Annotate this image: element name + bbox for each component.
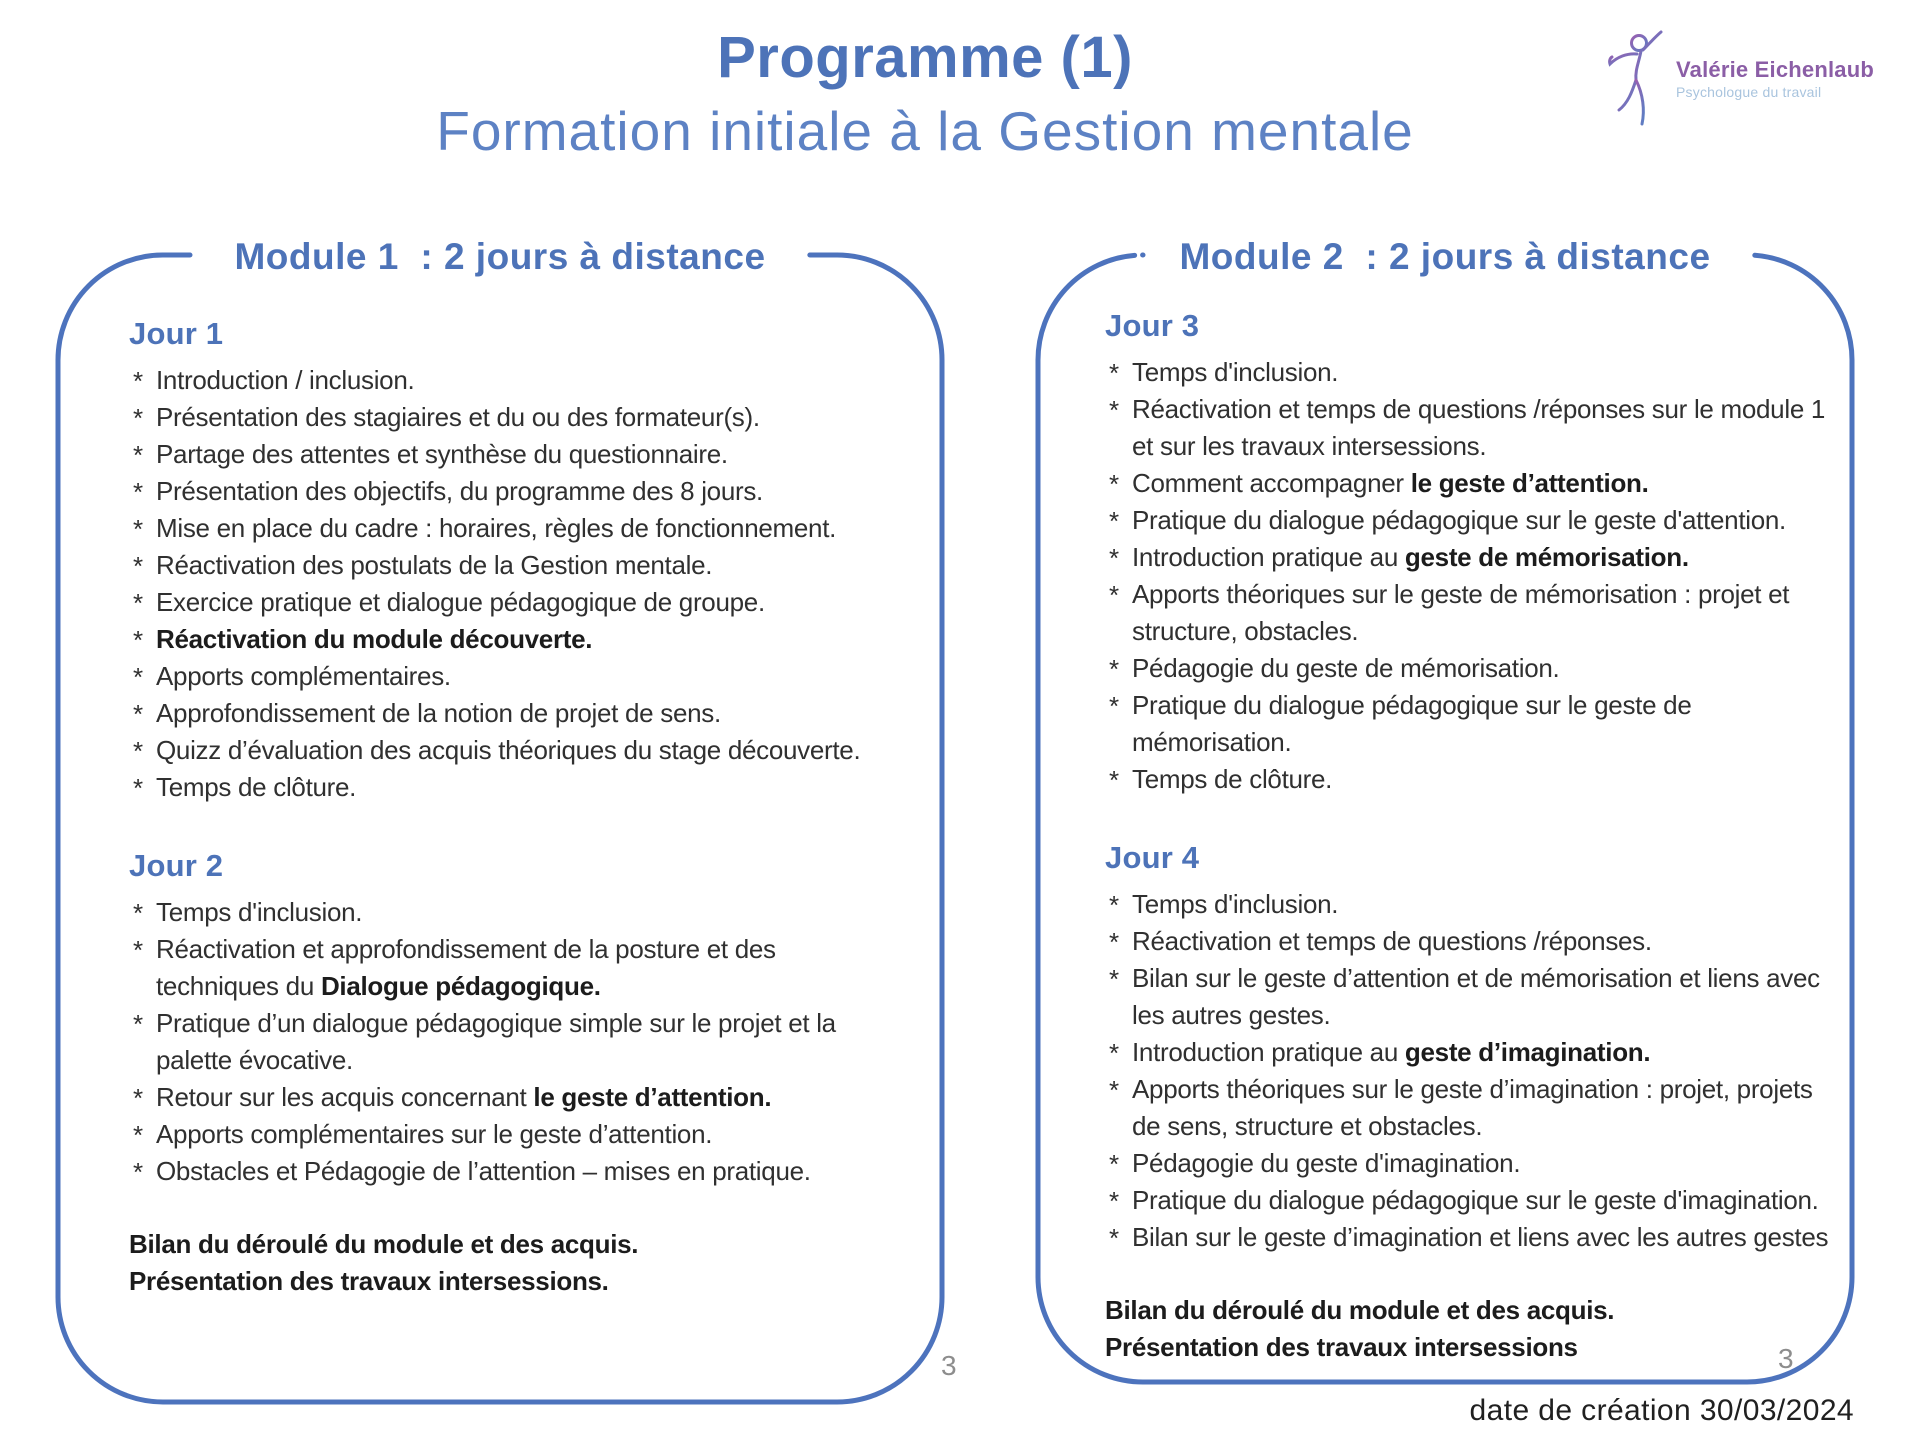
- module-2-panel: [1035, 236, 1855, 1385]
- list-item: [1105, 576, 1847, 650]
- list-item: [1105, 886, 1847, 923]
- list-item: [1105, 465, 1847, 502]
- day-item-list: [1105, 354, 1847, 798]
- list-item: [1105, 391, 1847, 465]
- list-item: [129, 931, 901, 1005]
- list-item: [129, 769, 901, 806]
- module-closing: [1105, 1292, 1847, 1366]
- creation-date: date de création 30/03/2024: [1469, 1394, 1854, 1427]
- text: Mise en place du cadre : horaires, règles de fonctionnement.: [156, 513, 837, 543]
- text: Temps de clôture.: [156, 772, 357, 802]
- list-item: [129, 547, 901, 584]
- list-item: [129, 436, 901, 473]
- list-item: [129, 584, 901, 621]
- text: Réactivation et approfondissement de la posture et des techniques du: [156, 934, 776, 1001]
- list-item: [1105, 1034, 1847, 1071]
- page-number: 3: [1778, 1343, 1794, 1374]
- module-1-title: Module 1 : 2 jours à distance: [234, 236, 766, 277]
- day-item-list: [129, 894, 901, 1190]
- text: Pratique du dialogue pédagogique sur le geste de mémorisation.: [1132, 690, 1692, 757]
- module-1-panel: [55, 236, 945, 1405]
- bold-text: geste d’imagination.: [1404, 1037, 1651, 1067]
- module-1-body: [55, 252, 945, 1405]
- logo-figure-icon: [1608, 30, 1672, 131]
- list-item: [129, 399, 901, 436]
- list-item: [129, 1005, 901, 1079]
- day-heading: Jour 2: [129, 848, 224, 883]
- day-item-list: [1105, 886, 1847, 1256]
- list-item: [129, 1116, 901, 1153]
- text: Bilan sur le geste d’imagination et liens avec les autres gestes: [1132, 1222, 1829, 1252]
- closing-line: Présentation des travaux intersessions: [1105, 1332, 1578, 1362]
- list-item: [1105, 354, 1847, 391]
- text: Partage des attentes et synthèse du questionnaire.: [156, 439, 728, 469]
- logo-text: [1676, 58, 1874, 100]
- bold-text: geste de mémorisation.: [1404, 542, 1689, 572]
- day-item-list: [129, 362, 901, 806]
- closing-line: Présentation des travaux intersessions.: [129, 1266, 609, 1296]
- logo-name: Valérie Eichenlaub: [1676, 57, 1875, 82]
- text: Temps de clôture.: [1132, 764, 1333, 794]
- text: Présentation des objectifs, du programme des 8 jours.: [156, 476, 763, 506]
- text: Pratique d’un dialogue pédagogique simple sur le projet et la palette évocative.: [156, 1008, 836, 1075]
- text: Quizz d’évaluation des acquis théoriques du stage découverte.: [156, 735, 861, 765]
- list-item: [129, 894, 901, 931]
- day-heading: Jour 3: [1105, 308, 1200, 343]
- bold-text: Dialogue pédagogique.: [320, 971, 601, 1001]
- list-item: [129, 510, 901, 547]
- text: Approfondissement de la notion de projet de sens.: [156, 698, 721, 728]
- list-item: [129, 621, 901, 658]
- module-closing: [129, 1226, 901, 1300]
- list-item: [1105, 923, 1847, 960]
- text: Introduction / inclusion.: [156, 365, 415, 395]
- text: Pratique du dialogue pédagogique sur le geste d'attention.: [1132, 505, 1786, 535]
- list-item: [129, 695, 901, 732]
- logo: [1608, 30, 1874, 131]
- text: Présentation des stagiaires et du ou des formateur(s).: [156, 402, 760, 432]
- day-heading: Jour 4: [1105, 840, 1200, 875]
- list-item: [1105, 1219, 1847, 1256]
- list-item: [1105, 960, 1847, 1034]
- text: Comment accompagner: [1132, 468, 1411, 498]
- text: Apports complémentaires sur le geste d’attention.: [156, 1119, 713, 1149]
- bold-text: Réactivation du module découverte.: [156, 624, 593, 654]
- list-item: [1105, 761, 1847, 798]
- text: Retour sur les acquis concernant: [156, 1082, 534, 1112]
- list-item: [1105, 650, 1847, 687]
- list-item: [1105, 502, 1847, 539]
- closing-line: Bilan du déroulé du module et des acquis.: [129, 1229, 639, 1259]
- list-item: [129, 1079, 901, 1116]
- list-item: [129, 1153, 901, 1190]
- text: Introduction pratique au: [1132, 1037, 1405, 1067]
- list-item: [129, 658, 901, 695]
- text: Apports complémentaires.: [156, 661, 451, 691]
- text: Réactivation et temps de questions /réponses.: [1132, 926, 1652, 956]
- list-item: [1105, 1145, 1847, 1182]
- page-subtitle: Formation initiale à la Gestion mentale: [436, 100, 1414, 162]
- text: Temps d'inclusion.: [1132, 357, 1339, 387]
- text: Apports théoriques sur le geste d’imagination : projet, projets de sens, structure et obstacles.: [1132, 1074, 1813, 1141]
- list-item: [1105, 1182, 1847, 1219]
- list-item: [1105, 1071, 1847, 1145]
- text: Obstacles et Pédagogie de l’attention – mises en pratique.: [156, 1156, 811, 1186]
- module-2-title: Module 2 : 2 jours à distance: [1179, 236, 1711, 277]
- text: Exercice pratique et dialogue pédagogique de groupe.: [156, 587, 765, 617]
- list-item: [129, 362, 901, 399]
- text: Introduction pratique au: [1132, 542, 1405, 572]
- closing-line: Bilan du déroulé du module et des acquis.: [1105, 1295, 1615, 1325]
- text: Réactivation des postulats de la Gestion mentale.: [156, 550, 713, 580]
- text: Apports théoriques sur le geste de mémorisation : projet et structure, obstacles.: [1132, 579, 1790, 646]
- text: Temps d'inclusion.: [156, 897, 363, 927]
- list-item: [129, 732, 901, 769]
- text: Temps d'inclusion.: [1132, 889, 1339, 919]
- page-number: 3: [941, 1350, 957, 1381]
- module-2-body: [1035, 252, 1855, 1385]
- bold-text: le geste d’attention.: [1410, 468, 1649, 498]
- page-title: Programme (1): [717, 25, 1133, 90]
- list-item: [129, 473, 901, 510]
- text: Pédagogie du geste d'imagination.: [1132, 1148, 1521, 1178]
- text: Pédagogie du geste de mémorisation.: [1132, 653, 1560, 683]
- text: Réactivation et temps de questions /réponses sur le module 1 et sur les travaux intersessions.: [1132, 394, 1826, 461]
- text: Pratique du dialogue pédagogique sur le geste d'imagination.: [1132, 1185, 1819, 1215]
- list-item: [1105, 539, 1847, 576]
- logo-tagline: Psychologue du travail: [1676, 84, 1822, 100]
- bold-text: le geste d’attention.: [533, 1082, 772, 1112]
- text: Bilan sur le geste d’attention et de mémorisation et liens avec les autres gestes.: [1132, 963, 1820, 1030]
- list-item: [1105, 687, 1847, 761]
- day-heading: Jour 1: [129, 316, 224, 351]
